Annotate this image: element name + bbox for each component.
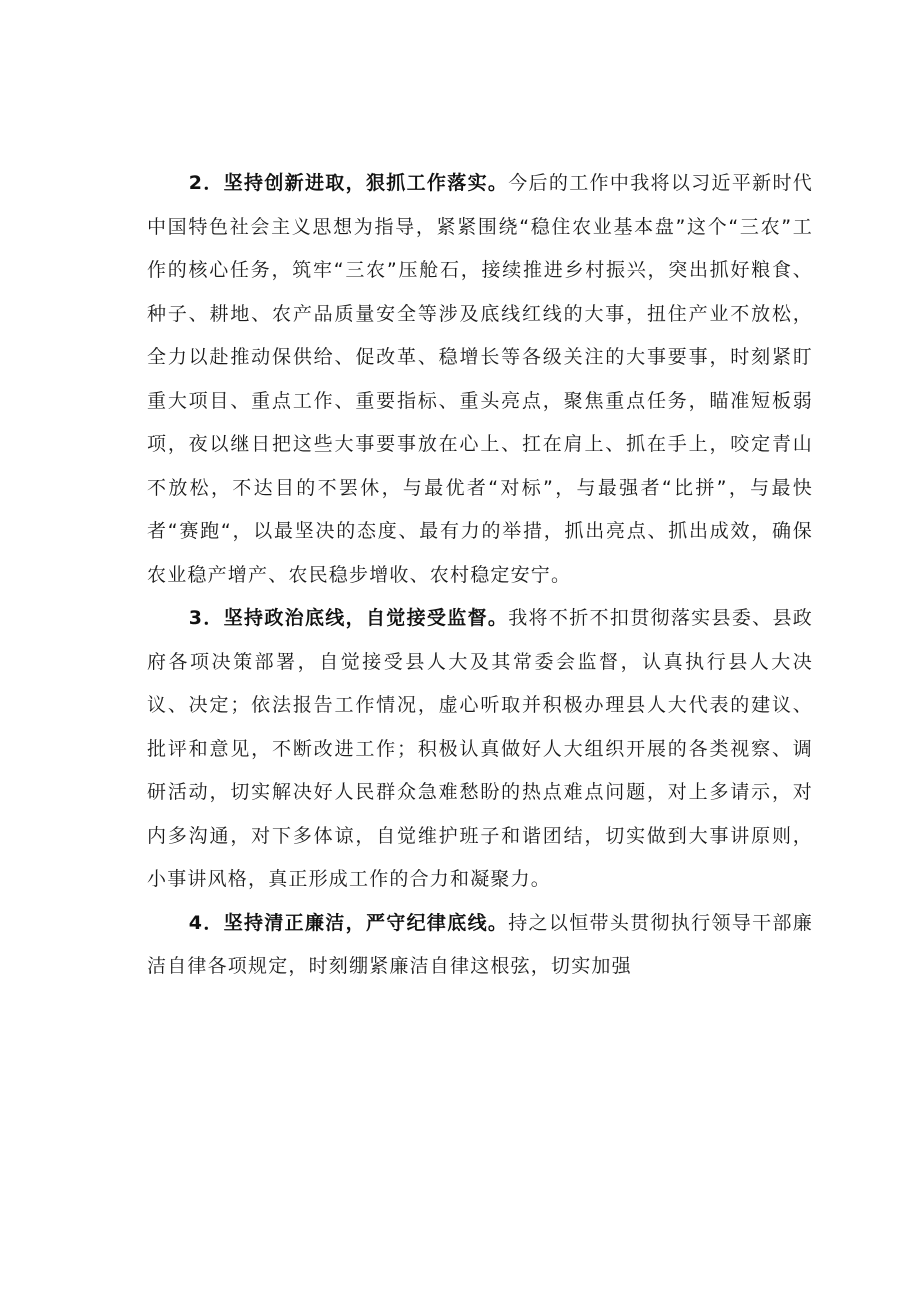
- paragraph-2-heading: 2．坚持创新进取，狠抓工作落实。: [188, 172, 509, 194]
- paragraph-3: [147, 597, 813, 902]
- document-body: [147, 162, 813, 989]
- paragraph-4-text: 持之以恒带头贯彻执行领导干部廉洁自律各项规定，时刻绷紧廉洁自律这根弦，切实加强: [147, 911, 813, 977]
- paragraph-2: [147, 162, 813, 597]
- paragraph-3-heading: 3．坚持政治底线，自觉接受监督。: [188, 607, 509, 629]
- paragraph-3-text: 我将不折不扣贯彻落实县委、县政府各项决策部署，自觉接受县人大及其常委会监督，认真执行县人大决议、决定；依法报告工作情况，虚心听取并积极办理县人大代表的建议、批评和意见，不断改进工作；积极认真做好人大组织开展的各类视察、调研活动，切实解决好人民群众急难愁盼的热点难点问题，对上多请示，对内多沟通，对下多体谅，自觉维护班子和谐团结，切实做到大事讲原则，小事讲风格，真正形成工作的合力和凝聚力。: [147, 607, 813, 890]
- paragraph-2-text: 今后的工作中我将以习近平新时代中国特色社会主义思想为指导，紧紧围绕“稳住农业基本盘”这个“三农”工作的核心任务，筑牢“三农”压舱石，接续推进乡村振兴，突出抓好粮食、种子、耕地、农产品质量安全等涉及底线红线的大事，扭住产业不放松，全力以赴推动保供给、促改革、稳增长等各级关注的大事要事，时刻紧盯重大项目、重点工作、重要指标、重头亮点，聚焦重点任务，瞄准短板弱项，夜以继日把这些大事要事放在心上、扛在肩上、抓在手上，咬定青山不放松，不达目的不罢休，与最优者“对标”，与最强者“比拼”，与最快者“赛跑“，以最坚决的态度、最有力的举措，抓出亮点、抓出成效，确保农业稳产增产、农民稳步增收、农村稳定安宁。: [147, 172, 813, 586]
- paragraph-4-heading: 4．坚持清正廉洁，严守纪律底线。: [188, 911, 509, 934]
- paragraph-4: [147, 902, 813, 989]
